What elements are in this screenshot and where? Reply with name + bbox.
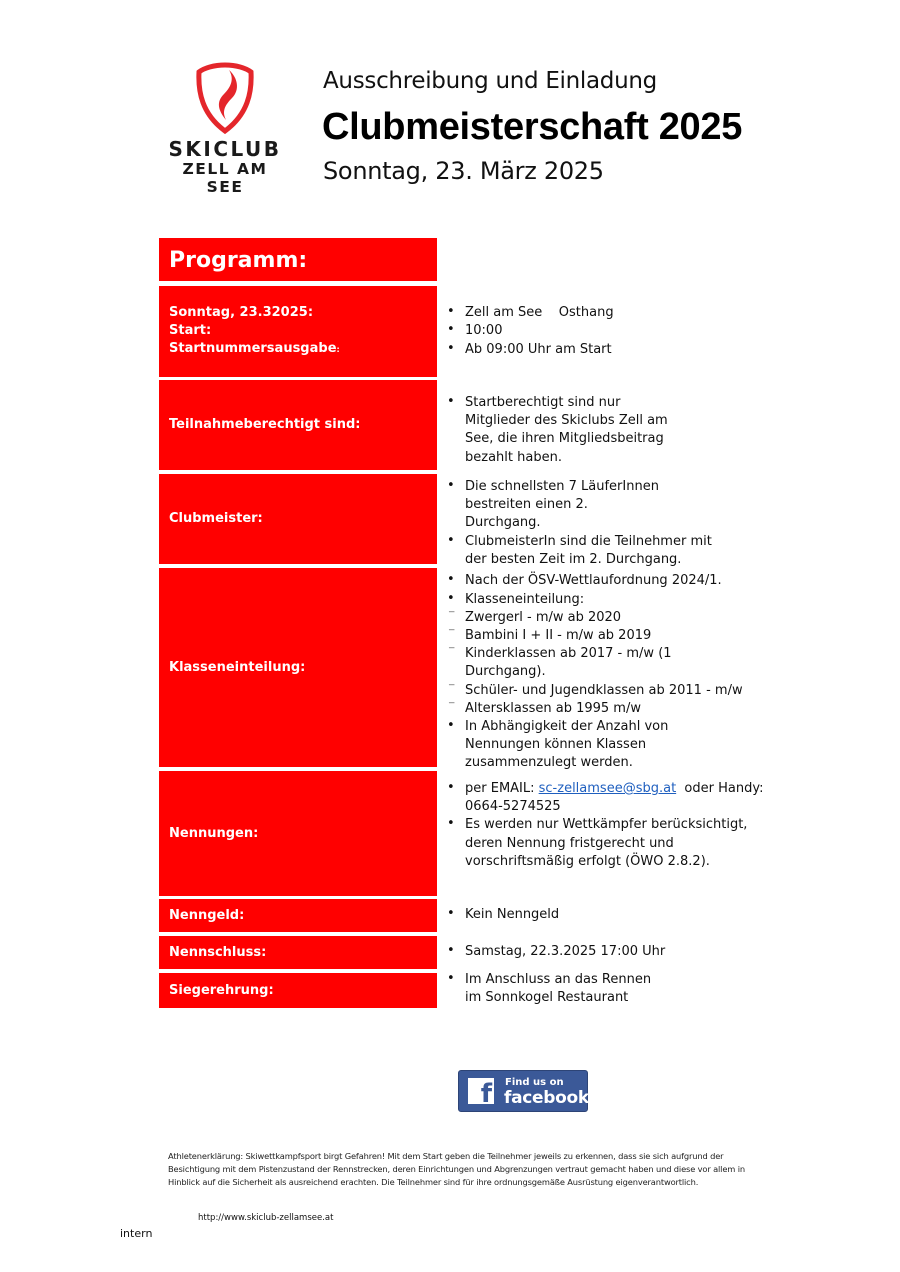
list-item: • Kein Nenngeld [447, 906, 807, 924]
email-prefix: per EMAIL: [465, 781, 539, 796]
row-label: Nennschluss: [159, 936, 437, 969]
row-values [447, 286, 807, 377]
row-label: Siegerehrung: [159, 973, 437, 1008]
list-item: • Klasseneinteilung: [447, 591, 747, 609]
website-link[interactable]: http://www.skiclub-zellamsee.at [198, 1213, 334, 1223]
program-row-eligibility [159, 380, 799, 470]
row-label: Nenngeld: [159, 899, 437, 932]
sub-list-item: ⁻ Zwergerl - m/w ab 2020 [447, 609, 747, 627]
shield-emblem-icon [196, 62, 254, 134]
logo-text-line1: SKICLUB [168, 137, 282, 161]
list-item [447, 780, 767, 816]
program-heading: Programm: [159, 238, 437, 281]
list-item: • Samstag, 22.3.2025 17:00 Uhr [447, 943, 807, 961]
list-item: • Nach der ÖSV-Wettlaufordnung 2024/1. [447, 572, 747, 590]
program-row-fee [159, 899, 799, 932]
list-item: • Startberechtigt sind nur Mitglieder des Skiclubs Zell am See, die ihren Mitgliedsbeitrag bezahlt haben. [447, 394, 687, 467]
classification-label: intern [120, 1227, 153, 1240]
label-suffix: : [336, 345, 340, 354]
label-line: Start: [169, 323, 212, 338]
row-values [447, 568, 747, 771]
label-text: Startnummersausgabe [169, 341, 337, 356]
row-values [447, 936, 807, 969]
row-label [159, 286, 437, 377]
facebook-button[interactable] [458, 1070, 588, 1112]
list-item: • Ab 09:00 Uhr am Start [447, 341, 807, 359]
row-values [447, 971, 667, 1011]
list-item: • Es werden nur Wettkämpfer berücksichtigt, deren Nennung fristgerecht und vorschriftsmäßig erfolgt (ÖWO 2.8.2). [447, 816, 767, 871]
sub-list-item: ⁻ Bambini I + II - m/w ab 2019 [447, 627, 747, 645]
athlete-disclaimer: Athletenerklärung: Skiwettkampfsport birgt Gefahren! Mit dem Start geben die Teilnehmer jeweils zu erkennen, dass sie sich aufgrund der Besichtigung mit dem Pistenzustand der Rennstrecken, deren Einrichtungen und Abgrenzungen vertraut gemacht haben und diese vor allem in Hinblick auf die Sicherheit als ausreichend erachten. Die Teilnehmer sind für ihre ordnungsgemäße Ausrüstung eigenverantwortlich. [168, 1151, 745, 1187]
program-row-ceremony [159, 973, 799, 1008]
sub-list-item: ⁻ Altersklassen ab 1995 m/w [447, 700, 747, 718]
program-row-entries [159, 771, 799, 896]
row-label: Clubmeister: [159, 474, 437, 564]
row-values [447, 380, 687, 470]
program-row-clubmeister [159, 474, 799, 567]
program-row-schedule [159, 286, 799, 377]
list-item: • 10:00 [447, 322, 807, 340]
list-item: • Zell am See Osthang [447, 304, 807, 322]
facebook-wordmark: facebook [504, 1088, 589, 1108]
row-label: Teilnahmeberechtigt sind: [159, 380, 437, 470]
row-values [447, 474, 712, 567]
logo-text-line2: ZELL AM SEE [182, 160, 268, 196]
program-row-deadline [159, 936, 799, 969]
sub-list-item: ⁻ Kinderklassen ab 2017 - m/w (1 Durchgang). [447, 645, 747, 681]
row-label: Klasseneinteilung: [159, 568, 437, 767]
label-line [169, 340, 437, 359]
row-values [447, 899, 807, 932]
skiclub-logo [163, 62, 287, 196]
document-subtitle: Ausschreibung und Einladung [323, 68, 657, 94]
program-row-classes [159, 568, 799, 771]
email-link[interactable]: sc-zellamsee@sbg.at [538, 781, 677, 796]
list-item: • ClubmeisterIn sind die Teilnehmer mit der besten Zeit im 2. Durchgang. [447, 533, 712, 569]
label-line: Sonntag, 23.32025: [169, 305, 314, 320]
facebook-icon: f [468, 1078, 494, 1104]
list-item: • Im Anschluss an das Rennen im Sonnkogel Restaurant [447, 971, 667, 1007]
sub-list-item: ⁻ Schüler- und Jugendklassen ab 2011 - m/w [447, 682, 747, 700]
event-date: Sonntag, 23. März 2025 [323, 157, 604, 185]
phone-text: oder Handy: 0664-5274525 [465, 781, 768, 815]
list-item: • Die schnellsten 7 LäuferInnen bestreiten einen 2. Durchgang. [447, 478, 665, 533]
row-label: Nennungen: [159, 771, 437, 896]
facebook-find-us: Find us on [505, 1077, 564, 1088]
document-title: Clubmeisterschaft 2025 [322, 106, 743, 148]
list-item: • In Abhängigkeit der Anzahl von Nennungen können Klassen zusammenzulegt werden. [447, 718, 735, 773]
row-values [447, 771, 767, 896]
